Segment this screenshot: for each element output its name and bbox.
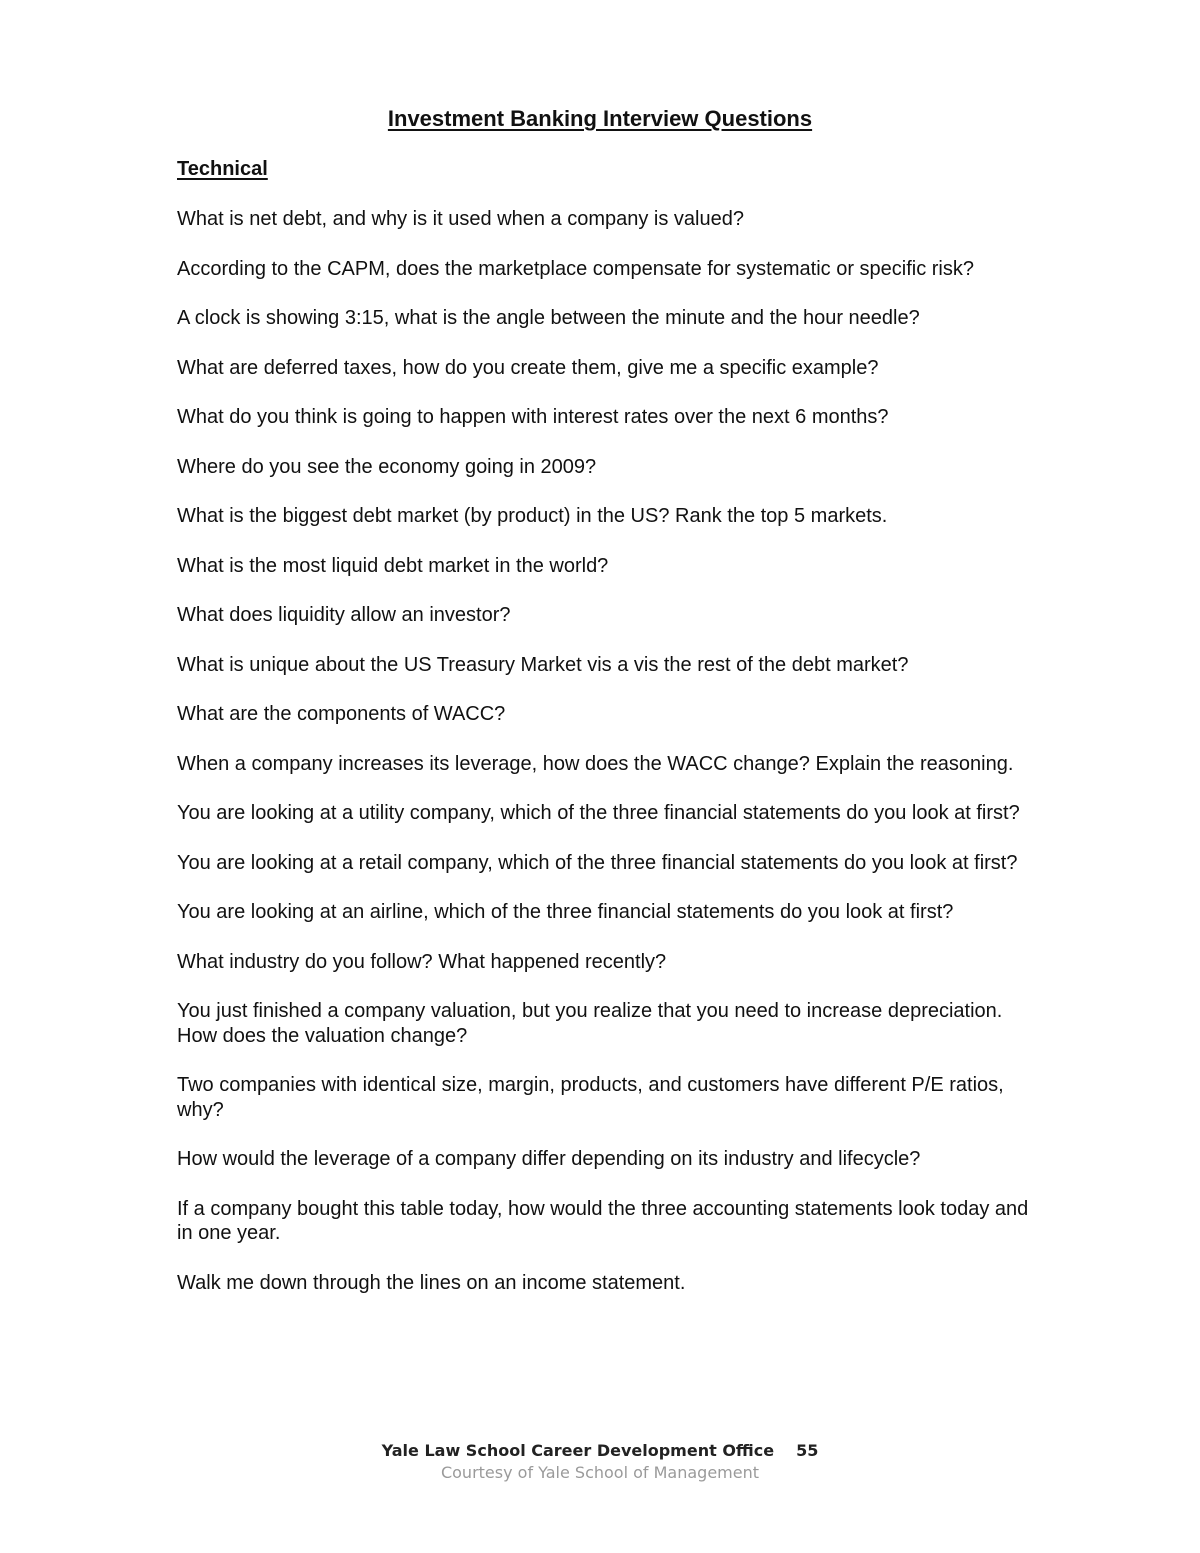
question-item: If a company bought this table today, how would the three accounting statements look today and in one year.: [177, 1197, 1029, 1244]
question-item: What is net debt, and why is it used when a company is valued?: [177, 208, 744, 230]
question-item: What are the components of WACC?: [177, 703, 506, 725]
question-item: What are deferred taxes, how do you create them, give me a specific example?: [177, 356, 879, 379]
footer-office-line: [0, 1441, 1200, 1460]
question-item: What does liquidity allow an investor?: [177, 604, 511, 626]
question-item: Two companies with identical size, margin, products, and customers have different P/E ratios, why?: [177, 1074, 1004, 1121]
question-item: You just finished a company valuation, but you realize that you need to increase depreciation. How does the valuation change?: [177, 1000, 1003, 1047]
question-item: What is unique about the US Treasury Market vis a vis the rest of the debt market?: [177, 653, 909, 676]
question-item: You are looking at a retail company, which of the three financial statements do you look at first?: [177, 851, 1018, 874]
question-item: According to the CAPM, does the marketplace compensate for systematic or specific risk?: [177, 257, 975, 280]
question-item: Walk me down through the lines on an income statement.: [177, 1271, 686, 1294]
section-heading-technical: Technical: [177, 158, 268, 180]
footer-office-name: Yale Law School Career Development Office: [381, 1441, 775, 1460]
question-item: What is the biggest debt market (by product) in the US? Rank the top 5 markets.: [177, 505, 888, 527]
question-item: You are looking at a utility company, which of the three financial statements do you look at first?: [177, 802, 1020, 824]
question-list: [177, 207, 1037, 1320]
question-item: How would the leverage of a company differ depending on its industry and lifecycle?: [177, 1148, 921, 1170]
question-item: A clock is showing 3:15, what is the angle between the minute and the hour needle?: [177, 307, 920, 329]
page-number: 55: [796, 1441, 819, 1460]
question-item: You are looking at an airline, which of the three financial statements do you look at first?: [177, 901, 954, 923]
question-item: What industry do you follow? What happened recently?: [177, 950, 667, 973]
question-item: What is the most liquid debt market in the world?: [177, 554, 609, 577]
question-item: Where do you see the economy going in 2009?: [177, 455, 597, 478]
footer-courtesy: Courtesy of Yale School of Management: [440, 1463, 760, 1482]
question-item: What do you think is going to happen with interest rates over the next 6 months?: [177, 406, 889, 428]
question-item: When a company increases its leverage, how does the WACC change? Explain the reasoning.: [177, 752, 1014, 775]
document-title: Investment Banking Interview Questions: [387, 106, 813, 131]
